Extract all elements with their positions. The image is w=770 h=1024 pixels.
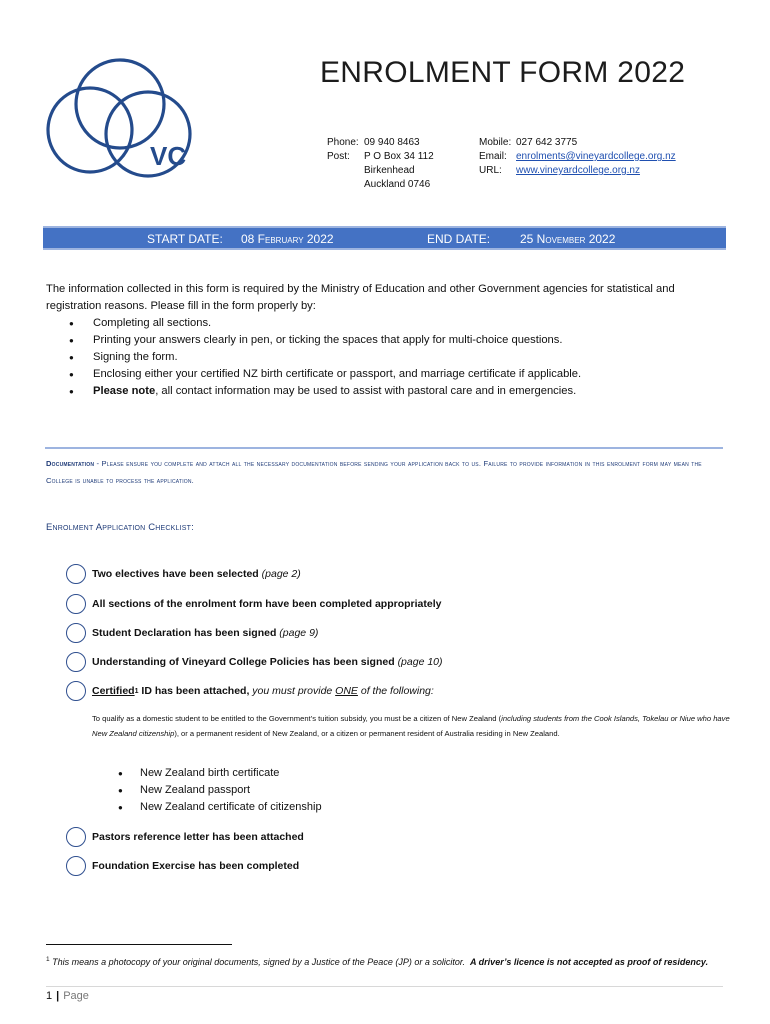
checklist-item-pastors-reference [66,826,304,848]
checkbox-circle[interactable] [66,594,86,614]
date-band [43,226,726,250]
id-document-item: ● New Zealand certificate of citizenship [118,799,322,816]
post-line1: P O Box 34 112 [364,151,434,162]
footnote [46,953,726,969]
id-document-item: ● New Zealand passport [118,782,322,799]
footnote-bold: A driver’s licence is not accepted as proof of residency. [470,957,709,967]
mobile-value: 027 642 3775 [516,137,578,148]
page-label: Page [63,990,89,1002]
id-eligibility-note [92,712,732,741]
checkbox-circle[interactable] [66,827,86,847]
website-link[interactable]: www.vineyardcollege.org.nz [516,165,640,176]
checklist-item-foundation-exercise [66,855,299,877]
email-label: Email: [479,151,507,162]
post-line2: Birkenhead [364,165,415,176]
id-instruction-end: of the following: [357,685,434,697]
section-divider [45,447,723,449]
intro-bullet: ● Printing your answers clearly in pen, or ticking the spaces that apply for multi-choice questions. [81,332,726,349]
intro-bullet: ● Enclosing either your certified NZ birth certificate or passport, and marriage certificate if applicable. [81,366,726,383]
intro-bullet-list [46,315,726,400]
documentation-label: Documentation [46,459,95,468]
end-date-value: 25 November 2022 [520,232,616,246]
checkbox-circle[interactable] [66,623,86,643]
intro-bullet: ● Completing all sections. [81,315,726,332]
end-date-label: END DATE: [427,232,491,246]
documentation-note [46,455,726,489]
footnote-ref: 1 [134,687,139,695]
checkbox-circle[interactable] [66,564,86,584]
checklist-page-ref: (page 2) [261,568,301,580]
checklist-label: Student Declaration has been signed [92,627,277,639]
email-link[interactable]: enrolments@vineyardcollege.org.nz [516,151,676,162]
checklist-item-policies [66,651,443,673]
phone-value: 09 940 8463 [364,137,420,148]
intro-section [46,281,726,400]
start-date-label: START DATE: [147,232,223,246]
mobile-label: Mobile: [479,137,512,148]
checklist-label: Two electives have been selected [92,568,259,580]
id-instruction: you must provide [252,685,336,697]
logo-ring-left [48,88,132,172]
footnote-text: This means a photocopy of your original documents, signed by a Justice of the Peace (JP) or a solicitor. [49,957,471,967]
checklist-item-electives [66,563,301,585]
checklist-label: Understanding of Vineyard College Policies has been signed [92,656,395,668]
certified-label: Certified [92,685,135,697]
checkbox-circle[interactable] [66,856,86,876]
page-footer: 1 | Page [46,990,89,1002]
checklist-heading: Enrolment Application Checklist: [46,522,194,533]
checklist-page-ref: (page 10) [397,656,443,668]
post-label: Post: [327,151,350,162]
note-part: ), or a permanent resident of New Zealand, or a citizen or permanent resident of Australia residing in New Zealand. [174,728,560,738]
page-number: 1 [46,990,53,1002]
checklist-label: Foundation Exercise has been completed [92,860,300,872]
footnote-marker: 1 [46,956,50,963]
checklist-item-declaration [66,622,318,644]
phone-label: Phone: [327,137,359,148]
checklist-item-certified-id [66,680,434,702]
checklist-label: Pastors reference letter has been attached [92,831,304,843]
checklist-label: ID has been attached, [138,685,253,697]
note-part: To qualify as a domestic student to be entitled to the Government’s tuition subsidy, you must be a citizen of New Zealand ( [92,714,502,723]
footnote-divider [46,944,232,945]
page-title: ENROLMENT FORM 2022 [320,56,686,89]
id-document-item: ● New Zealand birth certificate [118,765,322,782]
checklist-page-ref: (page 9) [279,627,319,639]
checkbox-circle[interactable] [66,681,86,701]
post-line3: Auckland 0746 [364,179,431,190]
id-documents-list [118,765,322,816]
url-label: URL: [479,165,502,176]
id-instruction-one: ONE [335,685,358,697]
start-date-value: 08 February 2022 [241,232,334,246]
page-footer-divider [46,986,723,987]
college-logo [44,52,204,182]
documentation-text: - Please ensure you complete and attach all the necessary documentation before sending your application back to us. Failure to provide information in this enrolment form may mean the College is unable to process the application. [46,459,702,485]
checklist-label: All sections of the enrolment form have been completed appropriately [92,598,442,610]
checklist-item-all-sections [66,593,442,615]
intro-bullet: ● Signing the form. [81,349,726,366]
checkbox-circle[interactable] [66,652,86,672]
note-text: , all contact information may be used to assist with pastoral care and in emergencies. [155,385,577,397]
note-italic-part: including students from the Cook Islands, Tokelau or Niue who have New Zealand citizenship [92,714,730,738]
intro-paragraph: The information collected in this form is required by the Ministry of Education and other Government agencies for statistical and registration reasons. Please fill in the form properly by: [46,283,675,312]
logo-text: VC [150,141,187,171]
intro-bullet-note [81,383,726,400]
note-bold: Please note [93,385,156,397]
